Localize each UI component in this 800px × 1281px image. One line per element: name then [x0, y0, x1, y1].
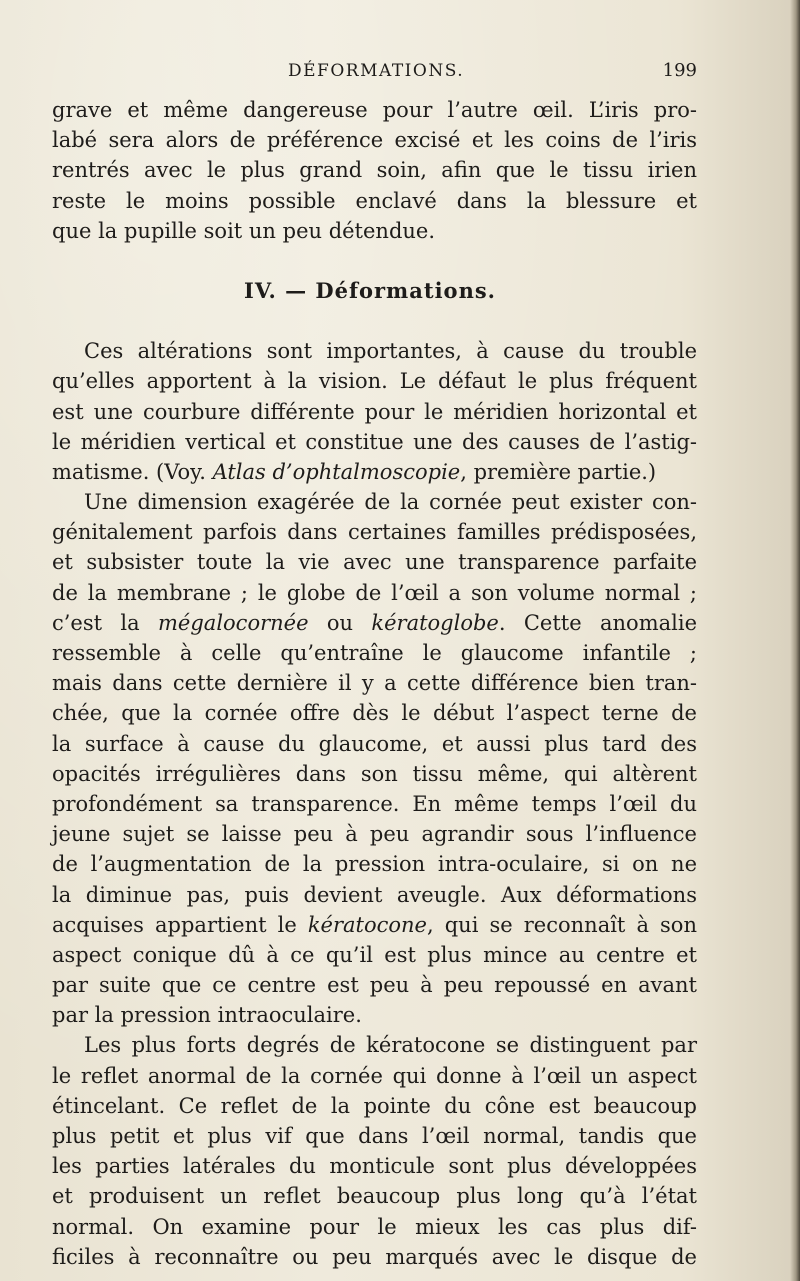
text-line: et produisent un reflet beaucoup plus long qu’à l’état: [52, 1184, 697, 1209]
text-line: par suite que ce centre est peu à peu repoussé en avant: [52, 973, 697, 998]
running-title: DÉFORMATIONS.: [288, 61, 465, 81]
section-heading: IV. — Déformations.: [244, 277, 496, 303]
text-line: Les plus forts degrés de kératocone se distinguent par: [84, 1033, 697, 1058]
text-line: de la membrane ; le globe de l’œil a son volume normal ;: [52, 580, 697, 605]
text-line: jeune sujet se laisse peu à peu agrandir sous l’influence: [52, 822, 697, 847]
text-line: est une courbure différente pour le méridien horizontal et: [52, 399, 697, 424]
text-line: étincelant. Ce reflet de la pointe du cône est beaucoup: [52, 1093, 697, 1118]
text-line: aspect conique dû à ce qu’il est plus mince au centre et: [52, 942, 697, 967]
text-run: c’est la: [52, 610, 159, 635]
text-line: [52, 608, 697, 638]
text-line: ressemble à celle qu’entraîne le glaucome infantile ;: [52, 641, 697, 665]
italic-term: mégalocornée: [158, 610, 309, 635]
text-run: matisme. (Voy.: [52, 459, 213, 484]
text-line: par la pression intraoculaire.: [52, 1003, 362, 1028]
text-line: la diminue pas, puis devient aveugle. Aux déformations: [52, 882, 697, 907]
page-number: 199: [662, 60, 697, 81]
text-line: ficiles à reconnaître ou peu marqués avec le disque de: [52, 1244, 697, 1269]
text-line: mais dans cette dernière il y a cette différence bien tran-: [52, 671, 697, 696]
text-line: [52, 457, 697, 487]
text-run: ou: [308, 610, 372, 635]
italic-title: Atlas d’ophtalmoscopie: [212, 459, 461, 484]
text-line: plus petit et plus vif que dans l’œil normal, tandis que: [52, 1124, 697, 1148]
running-head: [52, 56, 697, 86]
text-line: labé sera alors de préférence excisé et les coins de l’iris: [52, 128, 697, 153]
text-line: reste le moins possible enclavé dans la blessure et: [52, 188, 697, 213]
text-line: les parties latérales du monticule sont plus développées: [52, 1154, 697, 1179]
text-run: , première partie.): [460, 459, 657, 484]
page-edge-shadow: [790, 0, 800, 1281]
text-line: rentrés avec le plus grand soin, afin que le tissu irien: [52, 158, 697, 183]
text-line: la surface à cause du glaucome, et aussi plus tard des: [52, 731, 697, 756]
text-run: , qui se reconnaît à son: [426, 912, 697, 937]
text-run: acquises appartient le: [52, 912, 308, 937]
text-line: [52, 910, 697, 940]
text-line: opacités irrégulières dans son tissu même, qui altèrent: [52, 761, 697, 786]
text-line: grave et même dangereuse pour l’autre œil. L’iris pro-: [52, 98, 697, 122]
body-text: [52, 95, 697, 1272]
text-line: et subsister toute la vie avec une transparence parfaite: [52, 550, 697, 575]
text-line: le méridien vertical et constitue une des causes de l’astig-: [52, 429, 697, 454]
text-line: normal. On examine pour le mieux les cas plus dif-: [52, 1214, 697, 1239]
text-line: Ces altérations sont importantes, à cause du trouble: [84, 339, 697, 364]
text-line: Une dimension exagérée de la cornée peut exister con-: [84, 490, 697, 515]
italic-term: kératoglobe: [371, 610, 499, 635]
italic-term: kératocone: [307, 912, 427, 937]
text-line: le reflet anormal de la cornée qui donne à l’œil un aspect: [52, 1063, 697, 1088]
text-line: profondément sa transparence. En même temps l’œil du: [52, 791, 697, 816]
text-line: de l’augmentation de la pression intra-oculaire, si on ne: [52, 852, 697, 877]
text-run: . Cette anomalie: [498, 610, 697, 635]
text-line: que la pupille soit un peu détendue.: [52, 218, 436, 243]
text-line: génitalement parfois dans certaines familles prédisposées,: [52, 520, 697, 545]
text-line: chée, que la cornée offre dès le début l’aspect terne de: [52, 701, 697, 726]
text-line: qu’elles apportent à la vision. Le défaut le plus fréquent: [52, 369, 697, 394]
